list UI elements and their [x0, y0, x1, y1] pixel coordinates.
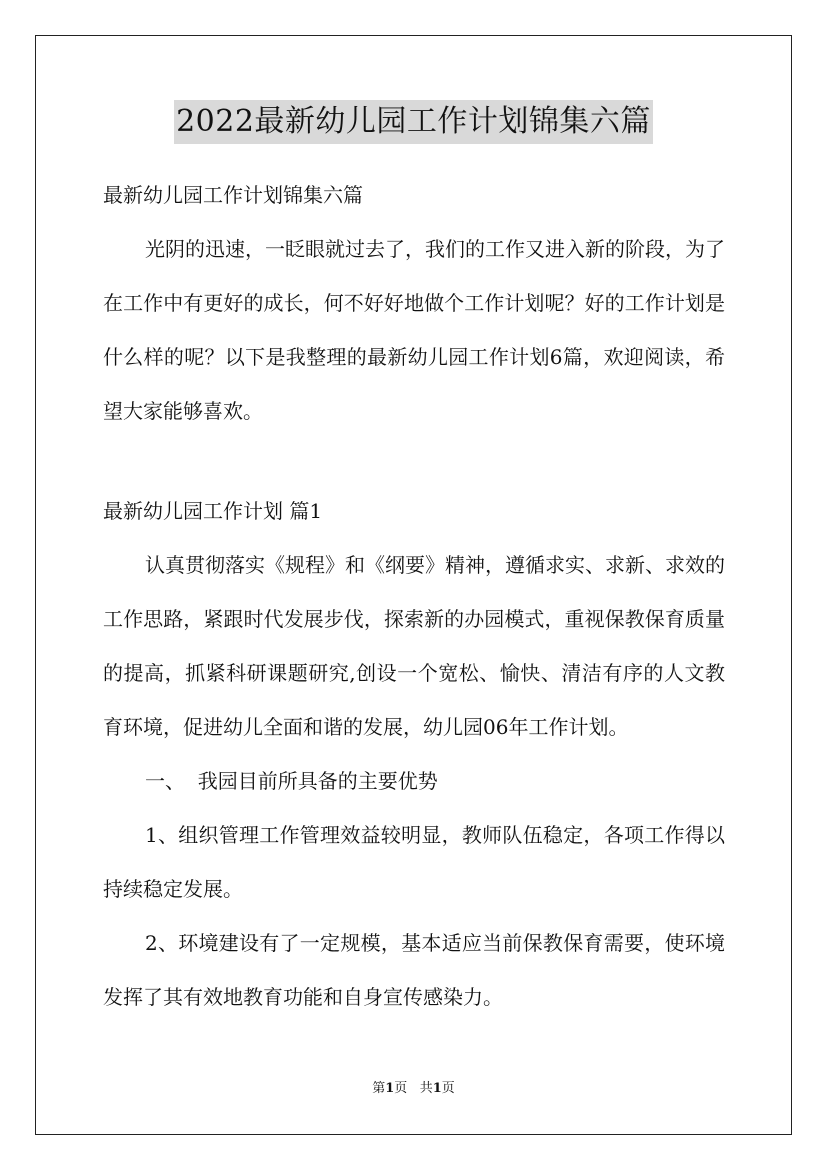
- list-item: 1、组织管理工作管理效益较明显，教师队伍稳定，各项工作得以持续稳定发展。: [103, 823, 725, 901]
- page-footer: [0, 1080, 827, 1098]
- list-item: 2、环境建设有了一定规模，基本适应当前保教保育需要，使环境发挥了其有效地教育功能和自身宣传感染力。: [103, 931, 725, 1009]
- total-pages: 1: [432, 1081, 442, 1096]
- section-paragraph: 认真贯彻落实《规程》和《纲要》精神，遵循求实、求新、求效的工作思路，紧跟时代发展步伐，探索新的办园模式，重视保教保育质量的提高，抓紧科研课题研究,创设一个宽松、愉快、清洁有序的人文教育环境，促进幼儿全面和谐的发展，幼儿园06年工作计划。: [103, 553, 725, 739]
- subheading: 一、 我园目前所具备的主要优势: [145, 769, 438, 793]
- document-subtitle: 最新幼儿园工作计划锦集六篇: [103, 183, 363, 207]
- document-body: [103, 168, 725, 1024]
- total-pages-prefix: 共: [419, 1081, 433, 1096]
- intro-paragraph: 光阴的迅速，一眨眼就过去了，我们的工作又进入新的阶段，为了在工作中有更好的成长，何不好好地做个工作计划呢？好的工作计划是什么样的呢？以下是我整理的最新幼儿园工作计划6篇，欢迎阅读，希望大家能够喜欢。: [103, 237, 725, 423]
- total-pages-suffix: 页: [441, 1081, 455, 1096]
- page-number: 1: [385, 1081, 395, 1096]
- page-number-suffix: 页: [394, 1081, 408, 1096]
- paragraph-gap: [103, 438, 725, 484]
- document-title: 2022最新幼儿园工作计划锦集六篇: [174, 100, 653, 144]
- section-heading: 最新幼儿园工作计划 篇1: [103, 499, 323, 523]
- title-container: [0, 100, 827, 144]
- page-number-prefix: 第: [372, 1081, 386, 1096]
